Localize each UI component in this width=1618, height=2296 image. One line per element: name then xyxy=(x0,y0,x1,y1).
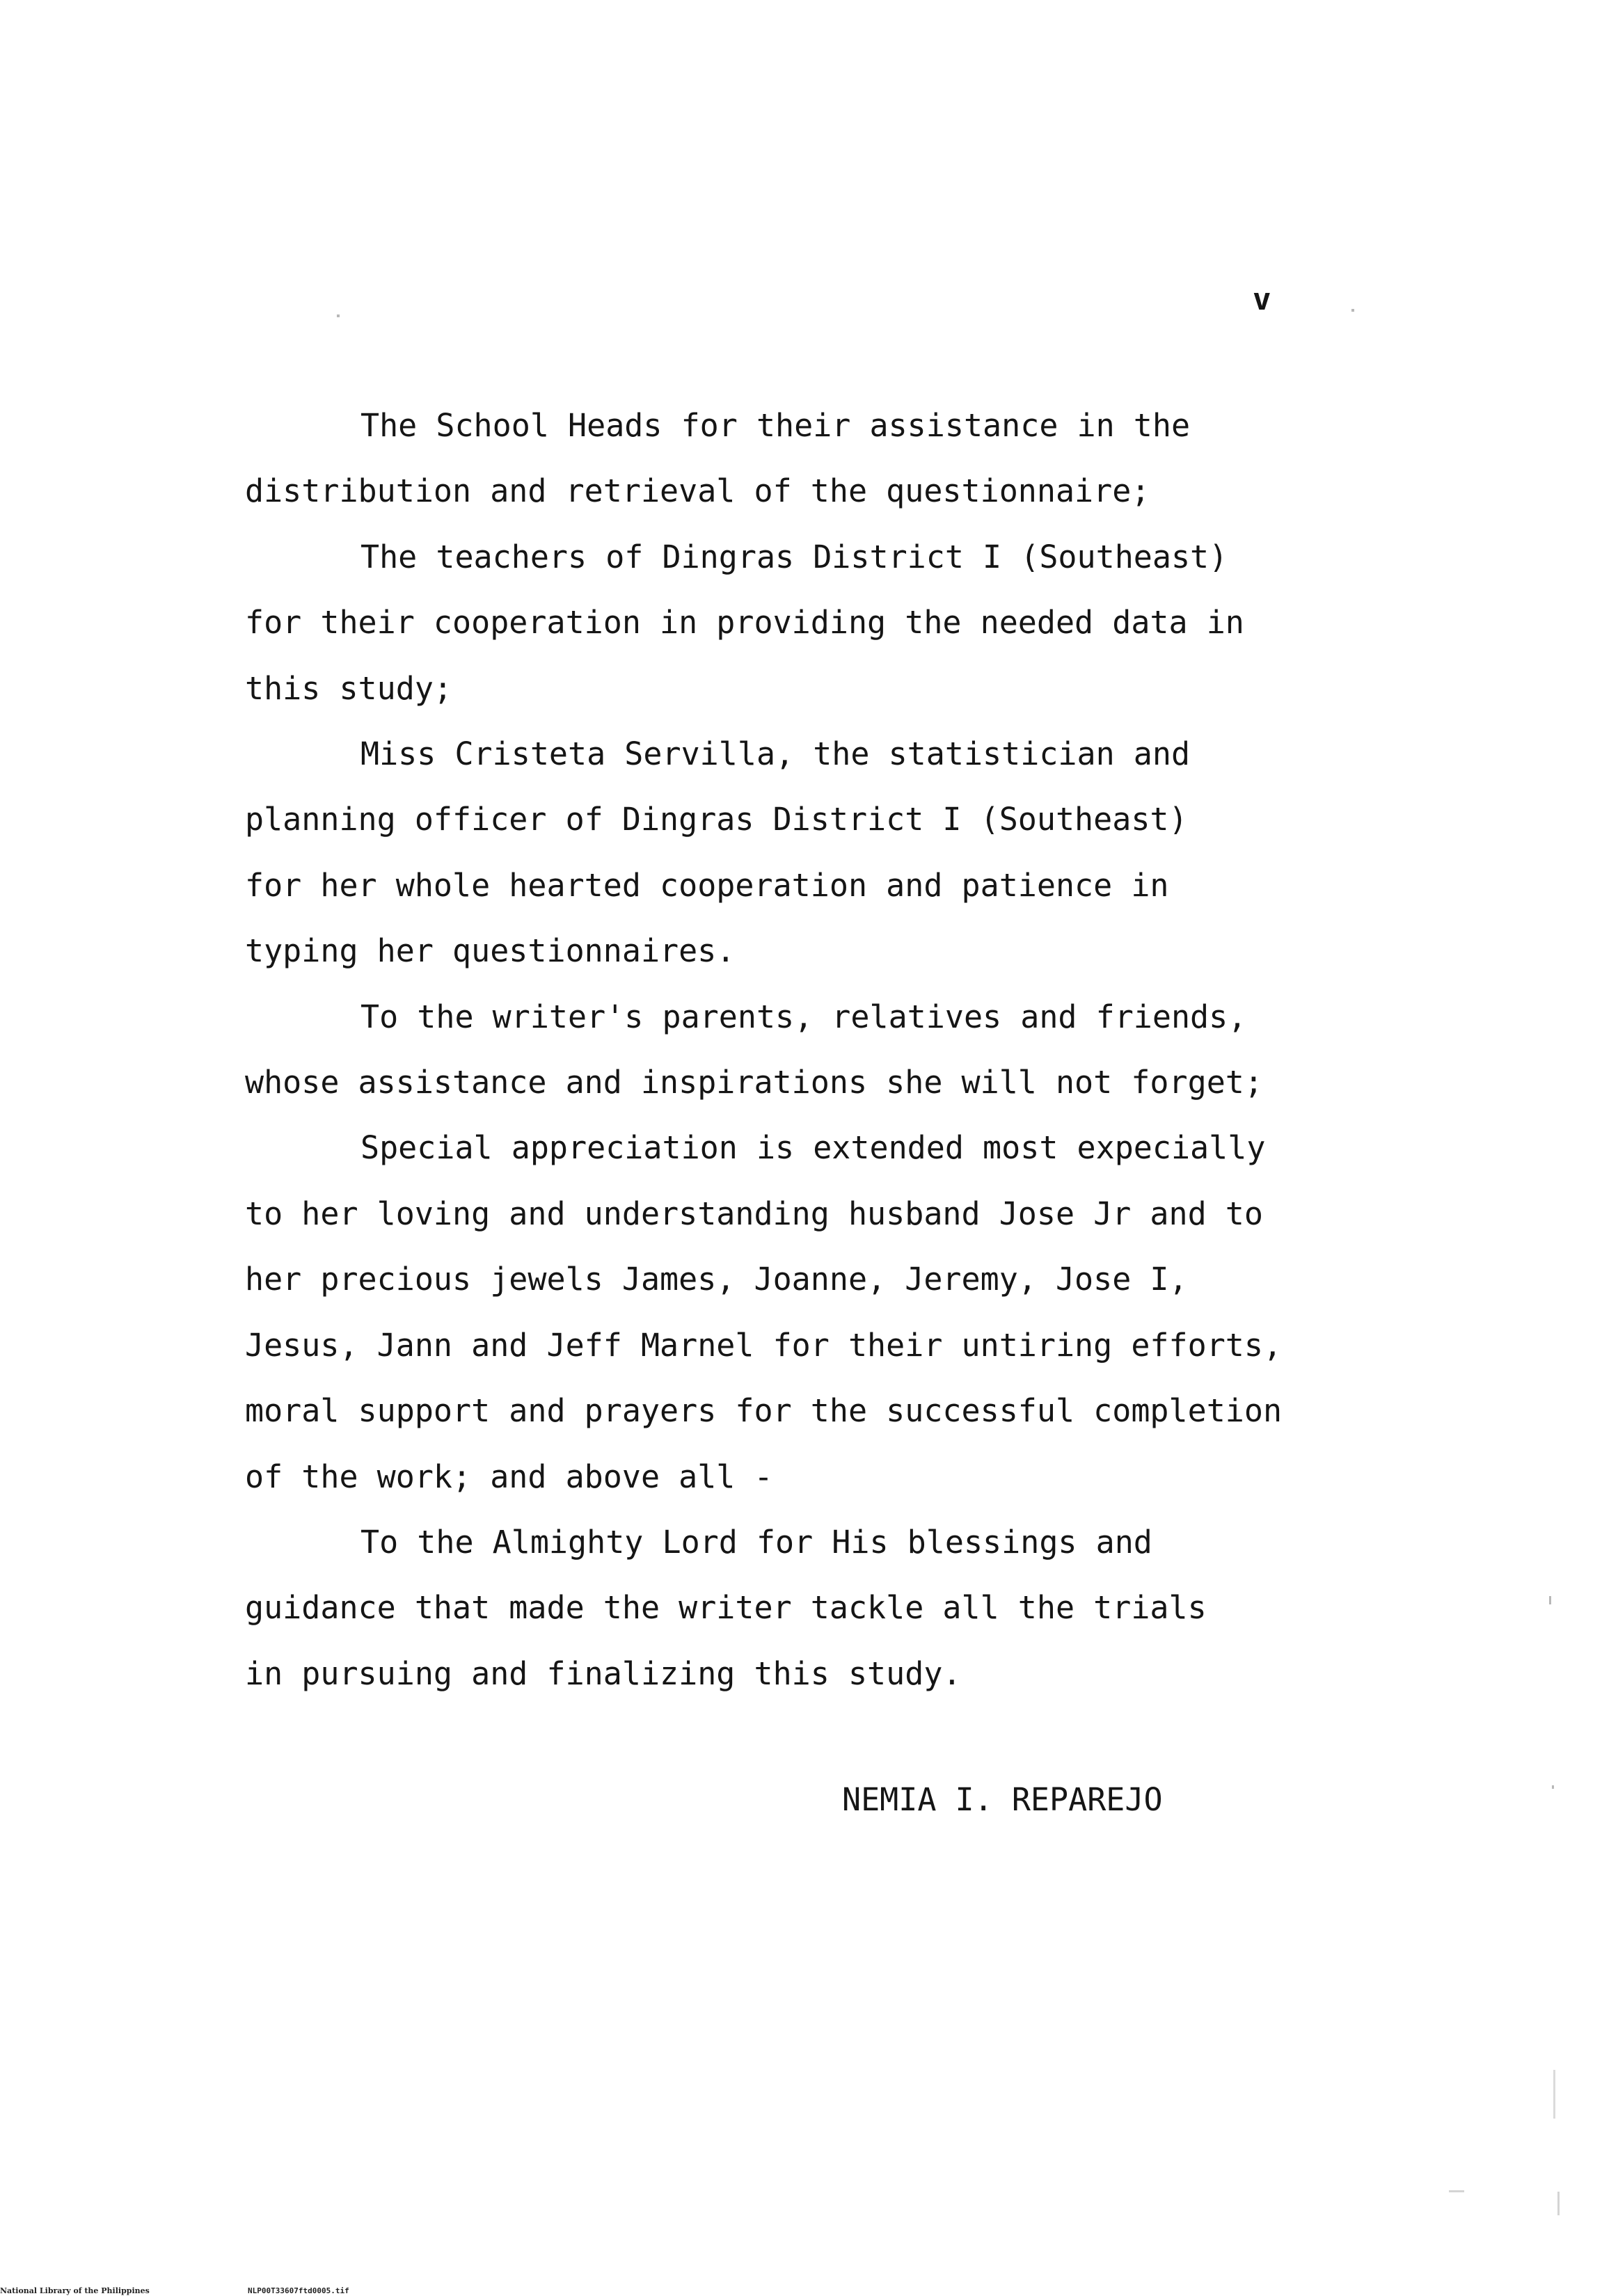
text-line: for her whole hearted cooperation and patience in xyxy=(245,866,1169,904)
scan-speck xyxy=(1552,1785,1554,1789)
scan-speck xyxy=(1549,1596,1551,1604)
text-line: of the work; and above all - xyxy=(245,1458,773,1495)
signature-name: NEMIA I. REPAREJO xyxy=(842,1781,1163,1818)
scan-speck xyxy=(1557,2192,1560,2215)
text-line: Jesus, Jann and Jeff Marnel for their untiring efforts, xyxy=(245,1326,1283,1364)
text-line: Miss Cristeta Servilla, the statistician and xyxy=(360,735,1191,773)
acknowledgment-body xyxy=(245,393,1358,1707)
text-line: in pursuing and finalizing this study. xyxy=(245,1655,962,1692)
text-line: this study; xyxy=(245,669,453,707)
text-line: for their cooperation in providing the needed data in xyxy=(245,604,1244,641)
text-line: whose assistance and inspirations she will not forget; xyxy=(245,1064,1263,1101)
scan-speck xyxy=(337,314,340,317)
text-line: guidance that made the writer tackle all the trials xyxy=(245,1589,1207,1627)
scan-speck xyxy=(1351,309,1354,312)
footer-filename: NLP00T33607ftd0005.tif xyxy=(248,2286,349,2295)
page-number: v xyxy=(1253,282,1271,317)
text-line: moral support and prayers for the successful completion xyxy=(245,1392,1283,1430)
text-line: her precious jewels James, Joanne, Jeremy, Jose I, xyxy=(245,1261,1188,1298)
footer-source: National Library of the Philippines xyxy=(0,2286,150,2295)
text-line: distribution and retrieval of the questionnaire; xyxy=(245,472,1150,510)
scan-footer xyxy=(0,2286,349,2295)
text-line: To the Almighty Lord for His blessings and xyxy=(360,1523,1152,1561)
text-line: Special appreciation is extended most expecially xyxy=(360,1129,1266,1167)
text-line: The teachers of Dingras District I (Southeast) xyxy=(360,538,1228,575)
text-line: typing her questionnaires. xyxy=(245,932,736,970)
text-line: to her loving and understanding husband Jose Jr and to xyxy=(245,1195,1263,1232)
scan-speck xyxy=(1553,2070,1555,2119)
text-line: To the writer's parents, relatives and friends, xyxy=(360,998,1247,1035)
text-line: planning officer of Dingras District I (Southeast) xyxy=(245,801,1188,838)
text-line: The School Heads for their assistance in the xyxy=(360,407,1191,444)
scan-speck xyxy=(1449,2190,1464,2192)
